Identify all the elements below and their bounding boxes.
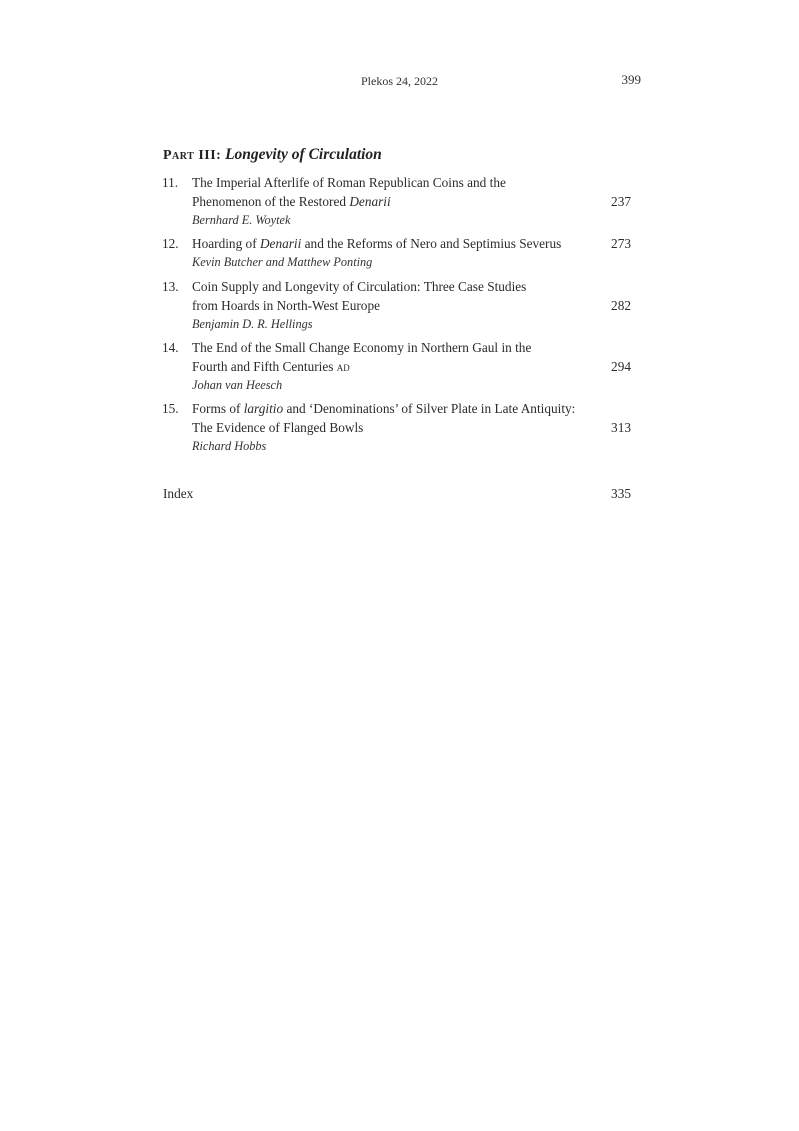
title-italic: Denarii	[349, 194, 391, 209]
toc-entry-14[interactable]	[162, 338, 631, 395]
toc-entry-11[interactable]	[162, 173, 631, 230]
title-text: and the Reforms of Nero and Septimius Severus	[301, 236, 562, 251]
entry-author: Benjamin D. R. Hellings	[192, 317, 313, 331]
title-text: Forms of	[192, 401, 244, 416]
title-text: and ‘Denominations’ of Silver Plate in Late Antiquity:	[283, 401, 576, 416]
index-label: Index	[163, 486, 194, 501]
index-page: 335	[611, 486, 631, 501]
part-label: Part III:	[163, 148, 222, 163]
entry-title-line	[192, 192, 597, 211]
entry-author: Johan van Heesch	[192, 378, 283, 392]
entry-title-line: The End of the Small Change Economy in Northern Gaul in the	[192, 340, 532, 355]
title-italic: largitio	[243, 401, 284, 416]
entry-body	[192, 277, 597, 334]
entry-page: 294	[611, 359, 631, 374]
entry-number: 13.	[162, 279, 179, 294]
entry-title-line: The Evidence of Flanged Bowls	[192, 420, 364, 435]
entry-page: 237	[611, 194, 631, 209]
entry-title-line	[192, 234, 612, 253]
entry-author: Bernhard E. Woytek	[192, 213, 291, 227]
toc-entry-12[interactable]	[162, 234, 631, 272]
title-text: Fourth and Fifth Centuries	[192, 359, 337, 374]
entry-title-line	[192, 357, 597, 376]
index-row[interactable]	[163, 486, 631, 502]
part-title: Longevity of Circulation	[225, 146, 382, 163]
toc-entry-15[interactable]	[162, 399, 631, 456]
entry-title-line: The Imperial Afterlife of Roman Republican Coins and the	[192, 175, 506, 190]
entry-title-line	[192, 399, 632, 418]
entry-title-line: Coin Supply and Longevity of Circulation: Three Case Studies	[192, 279, 527, 294]
entry-author: Richard Hobbs	[192, 439, 267, 453]
entry-title-line: from Hoards in North-West Europe	[192, 298, 380, 313]
entry-body	[192, 338, 597, 395]
title-text: Hoarding of	[192, 236, 260, 251]
entry-page: 313	[611, 420, 631, 435]
entry-page: 273	[611, 236, 631, 251]
entry-body	[192, 399, 632, 456]
entry-body	[192, 173, 597, 230]
entry-number: 15.	[162, 401, 179, 416]
part-heading	[163, 146, 382, 164]
entry-number: 12.	[162, 236, 179, 251]
entry-body	[192, 234, 612, 272]
toc-entry-13[interactable]	[162, 277, 631, 334]
page-number: 399	[621, 72, 641, 87]
entry-author: Kevin Butcher and Matthew Ponting	[192, 255, 373, 269]
entry-number: 14.	[162, 340, 179, 355]
title-italic: Denarii	[259, 236, 302, 251]
era-abbreviation: ad	[336, 359, 350, 374]
entry-page: 282	[611, 298, 631, 313]
title-text: Phenomenon of the Restored	[192, 194, 350, 209]
entry-number: 11.	[162, 175, 179, 190]
running-head: Plekos 24, 2022	[360, 74, 438, 88]
